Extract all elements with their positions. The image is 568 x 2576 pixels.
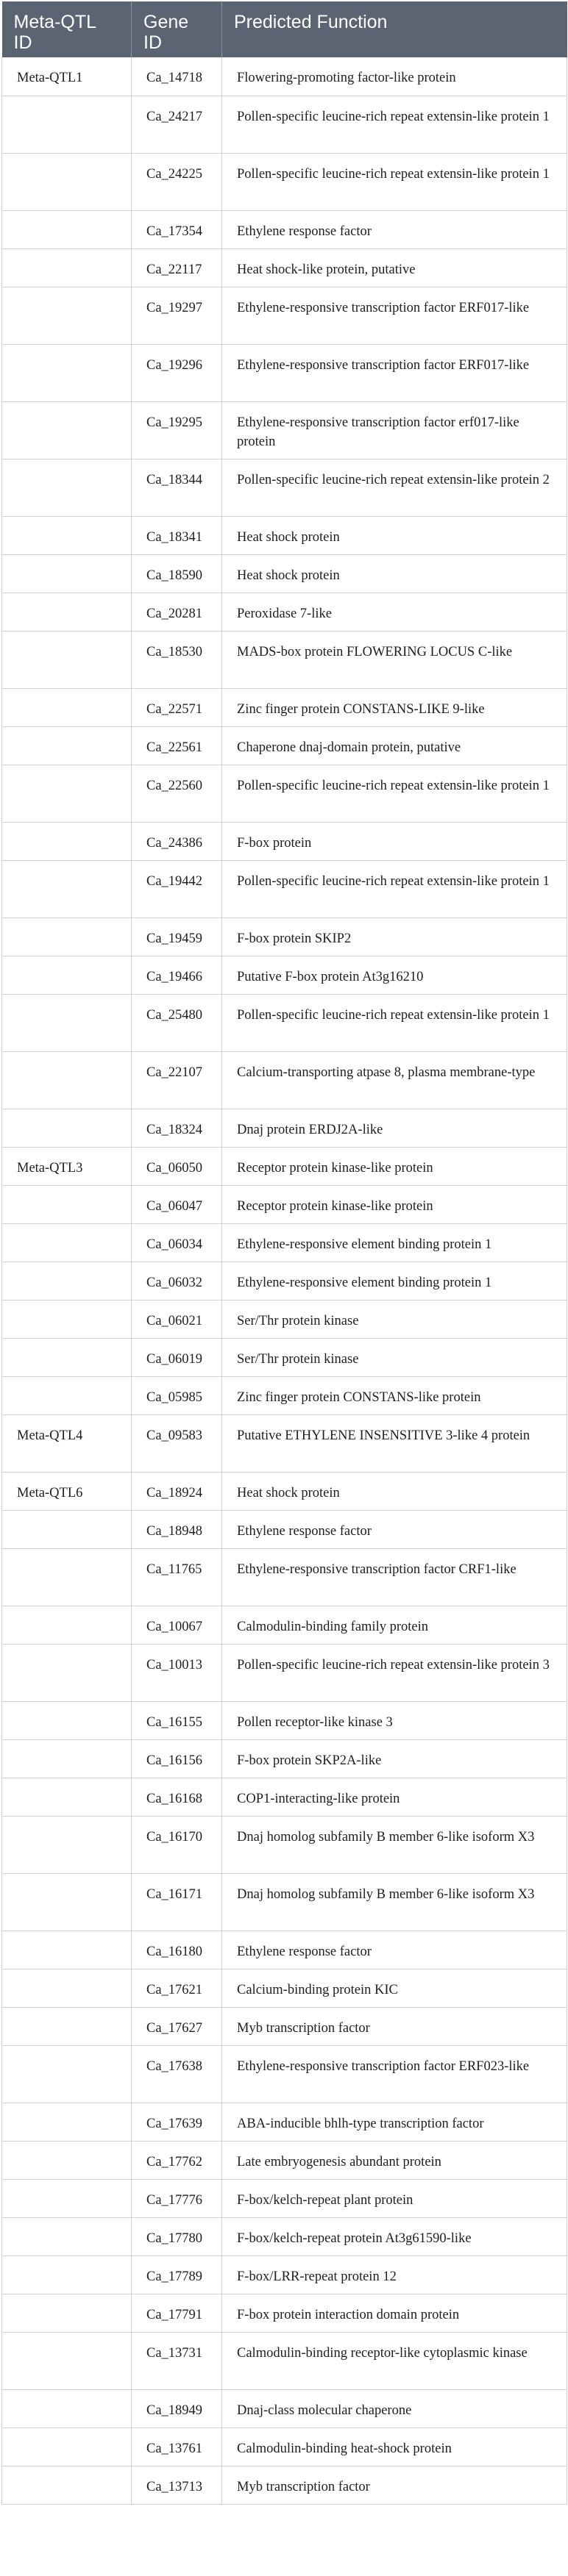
meta-qtl-cell: [2, 287, 132, 344]
predicted-function-cell: Zinc finger protein CONSTANS-like protein: [222, 1376, 567, 1414]
predicted-function-cell: Pollen-specific leucine-rich repeat extensin-like protein 1: [222, 153, 567, 210]
gene-id-cell: Ca_25480: [132, 994, 222, 1051]
gene-id-cell: Ca_19459: [132, 917, 222, 956]
meta-qtl-cell: [2, 1969, 132, 2007]
gene-id-cell: Ca_16171: [132, 1873, 222, 1931]
predicted-function-cell: COP1-interacting-like protein: [222, 1778, 567, 1816]
meta-qtl-cell: [2, 2389, 132, 2427]
meta-qtl-cell: [2, 822, 132, 860]
gene-id-cell: Ca_10013: [132, 1644, 222, 1701]
predicted-function-cell: MADS-box protein FLOWERING LOCUS C-like: [222, 631, 567, 688]
header-meta-qtl-id: Meta-QTL ID: [2, 1, 132, 57]
meta-qtl-cell: [2, 1510, 132, 1548]
table-row: [2, 2466, 567, 2504]
table-row: [2, 459, 567, 516]
gene-id-cell: Ca_18590: [132, 554, 222, 593]
meta-qtl-cell: [2, 1778, 132, 1816]
predicted-function-cell: F-box/LRR-repeat protein 12: [222, 2255, 567, 2294]
meta-qtl-cell: [2, 2007, 132, 2045]
table-row: [2, 860, 567, 917]
meta-qtl-cell: [2, 248, 132, 287]
table-row: [2, 2141, 567, 2179]
predicted-function-cell: Heat shock protein: [222, 516, 567, 554]
table-row: [2, 1969, 567, 2007]
gene-id-cell: Ca_18324: [132, 1109, 222, 1147]
table-row: [2, 726, 567, 765]
gene-function-table: [1, 1, 567, 2505]
table-row: [2, 1051, 567, 1109]
meta-qtl-cell: [2, 2103, 132, 2141]
gene-id-cell: Ca_16170: [132, 1816, 222, 1873]
gene-id-cell: Ca_13761: [132, 2427, 222, 2466]
table-row: [2, 2294, 567, 2332]
table-row: [2, 822, 567, 860]
meta-qtl-cell: [2, 1185, 132, 1223]
meta-qtl-cell: [2, 1873, 132, 1931]
predicted-function-cell: F-box protein SKP2A-like: [222, 1739, 567, 1778]
gene-id-cell: Ca_16155: [132, 1701, 222, 1739]
gene-id-cell: Ca_18530: [132, 631, 222, 688]
meta-qtl-cell: [2, 2141, 132, 2179]
meta-qtl-cell: [2, 153, 132, 210]
header-row: [2, 1, 567, 57]
meta-qtl-cell: [2, 459, 132, 516]
predicted-function-cell: Dnaj-class molecular chaperone: [222, 2389, 567, 2427]
table-row: [2, 1739, 567, 1778]
predicted-function-cell: Pollen-specific leucine-rich repeat extensin-like protein 1: [222, 860, 567, 917]
gene-id-cell: Ca_06050: [132, 1147, 222, 1185]
table-body: [2, 57, 567, 2504]
predicted-function-cell: Ser/Thr protein kinase: [222, 1338, 567, 1376]
meta-qtl-cell: Meta-QTL1: [2, 57, 132, 96]
meta-qtl-cell: [2, 1816, 132, 1873]
table-row: [2, 248, 567, 287]
predicted-function-cell: Dnaj homolog subfamily B member 6-like isoform X3: [222, 1816, 567, 1873]
predicted-function-cell: F-box protein interaction domain protein: [222, 2294, 567, 2332]
predicted-function-cell: Ethylene-responsive transcription factor CRF1-like: [222, 1548, 567, 1606]
predicted-function-cell: Ethylene-responsive transcription factor erf017-like protein: [222, 401, 567, 459]
meta-qtl-cell: [2, 631, 132, 688]
table-row: [2, 1414, 567, 1472]
table-row: [2, 1147, 567, 1185]
predicted-function-cell: Ethylene-responsive element binding protein 1: [222, 1223, 567, 1262]
table-row: [2, 1223, 567, 1262]
gene-id-cell: Ca_18948: [132, 1510, 222, 1548]
gene-id-cell: Ca_17621: [132, 1969, 222, 2007]
gene-id-cell: Ca_17780: [132, 2217, 222, 2255]
meta-qtl-cell: [2, 1701, 132, 1739]
predicted-function-cell: F-box/kelch-repeat protein At3g61590-like: [222, 2217, 567, 2255]
table-row: [2, 1778, 567, 1816]
gene-id-cell: Ca_06034: [132, 1223, 222, 1262]
gene-id-cell: Ca_18341: [132, 516, 222, 554]
predicted-function-cell: Chaperone dnaj-domain protein, putative: [222, 726, 567, 765]
table-row: [2, 2255, 567, 2294]
gene-id-cell: Ca_24225: [132, 153, 222, 210]
table-row: [2, 1109, 567, 1147]
meta-qtl-cell: [2, 2217, 132, 2255]
table-row: [2, 57, 567, 96]
gene-id-cell: Ca_05985: [132, 1376, 222, 1414]
meta-qtl-cell: [2, 917, 132, 956]
predicted-function-cell: Ethylene response factor: [222, 1510, 567, 1548]
predicted-function-cell: Myb transcription factor: [222, 2466, 567, 2504]
predicted-function-cell: Myb transcription factor: [222, 2007, 567, 2045]
gene-id-cell: Ca_18924: [132, 1472, 222, 1510]
meta-qtl-cell: [2, 2255, 132, 2294]
predicted-function-cell: Ethylene-responsive element binding protein 1: [222, 1262, 567, 1300]
predicted-function-cell: ABA-inducible bhlh-type transcription factor: [222, 2103, 567, 2141]
gene-id-cell: Ca_22560: [132, 765, 222, 822]
meta-qtl-cell: [2, 956, 132, 994]
table-row: [2, 1472, 567, 1510]
table-row: [2, 765, 567, 822]
predicted-function-cell: Putative F-box protein At3g16210: [222, 956, 567, 994]
predicted-function-cell: Calcium-transporting atpase 8, plasma membrane-type: [222, 1051, 567, 1109]
predicted-function-cell: Pollen-specific leucine-rich repeat extensin-like protein 3: [222, 1644, 567, 1701]
meta-qtl-cell: [2, 1262, 132, 1300]
meta-qtl-cell: [2, 1376, 132, 1414]
gene-id-cell: Ca_11765: [132, 1548, 222, 1606]
meta-qtl-cell: [2, 516, 132, 554]
predicted-function-cell: Zinc finger protein CONSTANS-LIKE 9-like: [222, 688, 567, 726]
gene-id-cell: Ca_24386: [132, 822, 222, 860]
meta-qtl-cell: [2, 726, 132, 765]
meta-qtl-cell: [2, 1739, 132, 1778]
gene-id-cell: Ca_22117: [132, 248, 222, 287]
predicted-function-cell: Heat shock protein: [222, 554, 567, 593]
meta-qtl-cell: [2, 1606, 132, 1644]
predicted-function-cell: Ethylene-responsive transcription factor ERF017-like: [222, 344, 567, 401]
meta-qtl-cell: [2, 210, 132, 248]
predicted-function-cell: Ser/Thr protein kinase: [222, 1300, 567, 1338]
predicted-function-cell: Ethylene response factor: [222, 210, 567, 248]
predicted-function-cell: Calmodulin-binding heat-shock protein: [222, 2427, 567, 2466]
predicted-function-cell: Dnaj protein ERDJ2A-like: [222, 1109, 567, 1147]
meta-qtl-cell: [2, 401, 132, 459]
table-row: [2, 688, 567, 726]
header-predicted-function: Predicted Function: [222, 1, 567, 57]
gene-id-cell: Ca_22107: [132, 1051, 222, 1109]
meta-qtl-cell: [2, 2294, 132, 2332]
gene-id-cell: Ca_19442: [132, 860, 222, 917]
meta-qtl-cell: [2, 765, 132, 822]
gene-id-cell: Ca_17354: [132, 210, 222, 248]
meta-qtl-cell: Meta-QTL3: [2, 1147, 132, 1185]
gene-id-cell: Ca_19295: [132, 401, 222, 459]
meta-qtl-cell: [2, 2179, 132, 2217]
predicted-function-cell: Ethylene-responsive transcription factor ERF023-like: [222, 2045, 567, 2103]
table-row: [2, 2179, 567, 2217]
table-row: [2, 1338, 567, 1376]
table-row: [2, 1376, 567, 1414]
meta-qtl-cell: [2, 554, 132, 593]
predicted-function-cell: Calmodulin-binding receptor-like cytoplasmic kinase: [222, 2332, 567, 2389]
table-row: [2, 210, 567, 248]
predicted-function-cell: Late embryogenesis abundant protein: [222, 2141, 567, 2179]
predicted-function-cell: Calcium-binding protein KIC: [222, 1969, 567, 2007]
gene-id-cell: Ca_22571: [132, 688, 222, 726]
predicted-function-cell: Ethylene-responsive transcription factor ERF017-like: [222, 287, 567, 344]
predicted-function-cell: Receptor protein kinase-like protein: [222, 1147, 567, 1185]
gene-id-cell: Ca_24217: [132, 96, 222, 153]
predicted-function-cell: F-box/kelch-repeat plant protein: [222, 2179, 567, 2217]
table-row: [2, 956, 567, 994]
meta-qtl-cell: [2, 2332, 132, 2389]
table-row: [2, 2045, 567, 2103]
table-row: [2, 2103, 567, 2141]
table-row: [2, 1300, 567, 1338]
table-row: [2, 554, 567, 593]
table-row: [2, 1873, 567, 1931]
predicted-function-cell: Dnaj homolog subfamily B member 6-like isoform X3: [222, 1873, 567, 1931]
meta-qtl-cell: [2, 994, 132, 1051]
table-row: [2, 287, 567, 344]
predicted-function-cell: Pollen-specific leucine-rich repeat extensin-like protein 1: [222, 994, 567, 1051]
table-row: [2, 1644, 567, 1701]
gene-id-cell: Ca_22561: [132, 726, 222, 765]
meta-qtl-cell: [2, 1223, 132, 1262]
gene-id-cell: Ca_17639: [132, 2103, 222, 2141]
predicted-function-cell: Heat shock protein: [222, 1472, 567, 1510]
meta-qtl-cell: [2, 593, 132, 631]
table-row: [2, 2217, 567, 2255]
predicted-function-cell: F-box protein SKIP2: [222, 917, 567, 956]
meta-qtl-cell: [2, 1644, 132, 1701]
meta-qtl-cell: [2, 2466, 132, 2504]
gene-id-cell: Ca_09583: [132, 1414, 222, 1472]
meta-qtl-cell: Meta-QTL4: [2, 1414, 132, 1472]
meta-qtl-cell: [2, 96, 132, 153]
table-row: [2, 344, 567, 401]
table-row: [2, 2389, 567, 2427]
meta-qtl-cell: [2, 1338, 132, 1376]
gene-id-cell: Ca_13713: [132, 2466, 222, 2504]
predicted-function-cell: F-box protein: [222, 822, 567, 860]
predicted-function-cell: Heat shock-like protein, putative: [222, 248, 567, 287]
predicted-function-cell: Pollen-specific leucine-rich repeat extensin-like protein 1: [222, 765, 567, 822]
table-row: [2, 994, 567, 1051]
gene-id-cell: Ca_17776: [132, 2179, 222, 2217]
gene-id-cell: Ca_13731: [132, 2332, 222, 2389]
predicted-function-cell: Ethylene response factor: [222, 1931, 567, 1969]
meta-qtl-cell: [2, 1931, 132, 1969]
table-row: [2, 917, 567, 956]
gene-id-cell: Ca_06047: [132, 1185, 222, 1223]
gene-id-cell: Ca_20281: [132, 593, 222, 631]
gene-id-cell: Ca_19297: [132, 287, 222, 344]
gene-id-cell: Ca_18949: [132, 2389, 222, 2427]
gene-id-cell: Ca_19296: [132, 344, 222, 401]
gene-id-cell: Ca_06019: [132, 1338, 222, 1376]
table-row: [2, 401, 567, 459]
meta-qtl-cell: [2, 2045, 132, 2103]
gene-id-cell: Ca_17638: [132, 2045, 222, 2103]
table-row: [2, 593, 567, 631]
table-row: [2, 2007, 567, 2045]
table-row: [2, 1510, 567, 1548]
header-gene-id: Gene ID: [132, 1, 222, 57]
predicted-function-cell: Pollen-specific leucine-rich repeat extensin-like protein 1: [222, 96, 567, 153]
gene-id-cell: Ca_17627: [132, 2007, 222, 2045]
table-row: [2, 1701, 567, 1739]
predicted-function-cell: Peroxidase 7-like: [222, 593, 567, 631]
gene-id-cell: Ca_14718: [132, 57, 222, 96]
gene-id-cell: Ca_06021: [132, 1300, 222, 1338]
predicted-function-cell: Receptor protein kinase-like protein: [222, 1185, 567, 1223]
gene-id-cell: Ca_18344: [132, 459, 222, 516]
gene-id-cell: Ca_10067: [132, 1606, 222, 1644]
meta-qtl-cell: [2, 1051, 132, 1109]
gene-id-cell: Ca_19466: [132, 956, 222, 994]
meta-qtl-cell: [2, 1109, 132, 1147]
meta-qtl-cell: [2, 2427, 132, 2466]
gene-id-cell: Ca_16156: [132, 1739, 222, 1778]
table-row: [2, 2332, 567, 2389]
meta-qtl-cell: [2, 1300, 132, 1338]
table-row: [2, 1931, 567, 1969]
table-row: [2, 96, 567, 153]
table-row: [2, 1606, 567, 1644]
meta-qtl-cell: Meta-QTL6: [2, 1472, 132, 1510]
meta-qtl-cell: [2, 860, 132, 917]
gene-id-cell: Ca_17791: [132, 2294, 222, 2332]
meta-qtl-cell: [2, 688, 132, 726]
table-row: [2, 1816, 567, 1873]
table-row: [2, 1548, 567, 1606]
table-row: [2, 2427, 567, 2466]
table-row: [2, 1185, 567, 1223]
meta-qtl-cell: [2, 344, 132, 401]
table-row: [2, 516, 567, 554]
predicted-function-cell: Pollen receptor-like kinase 3: [222, 1701, 567, 1739]
table-row: [2, 153, 567, 210]
predicted-function-cell: Calmodulin-binding family protein: [222, 1606, 567, 1644]
gene-id-cell: Ca_16180: [132, 1931, 222, 1969]
gene-id-cell: Ca_17789: [132, 2255, 222, 2294]
predicted-function-cell: Flowering-promoting factor-like protein: [222, 57, 567, 96]
predicted-function-cell: Pollen-specific leucine-rich repeat extensin-like protein 2: [222, 459, 567, 516]
gene-id-cell: Ca_06032: [132, 1262, 222, 1300]
table-row: [2, 631, 567, 688]
gene-id-cell: Ca_16168: [132, 1778, 222, 1816]
gene-id-cell: Ca_17762: [132, 2141, 222, 2179]
table-row: [2, 1262, 567, 1300]
predicted-function-cell: Putative ETHYLENE INSENSITIVE 3-like 4 protein: [222, 1414, 567, 1472]
meta-qtl-cell: [2, 1548, 132, 1606]
